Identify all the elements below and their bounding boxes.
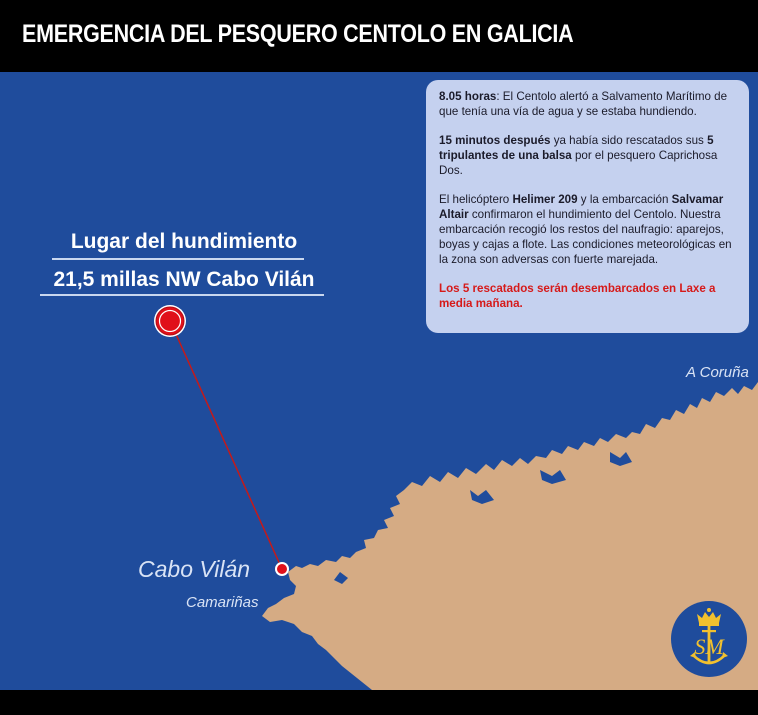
crown-anchor-icon [671, 601, 747, 677]
info-paragraph-2: 15 minutos después ya había sido rescatados sus 5 tripulantes de una balsa por el pesquero Caprichosa Dos. [439, 134, 718, 177]
title-underline [52, 258, 304, 260]
info-panel [426, 80, 749, 333]
page-title: EMERGENCIA DEL PESQUERO CENTOLO EN GALICIA [22, 20, 574, 48]
distance-underline [40, 294, 324, 296]
info-paragraph-3: El helicóptero Helimer 209 y la embarcación Salvamar Altair confirmaron el hundimiento del Centolo. Nuestra embarcación recogió los restos del naufragio: aparejos, boyas y cajas a flote. Las condiciones meteorológicas en la zona son adversas con fuerte marejada. [439, 193, 732, 266]
logo-monogram: SM [694, 634, 724, 659]
place-label-cabo-vilan: Cabo Vilán [138, 556, 251, 582]
cabo-vilan-marker-core [277, 564, 287, 574]
salvamento-maritimo-logo [671, 601, 747, 677]
sinking-site-title: Lugar del hundimiento [70, 230, 298, 253]
place-label-a-coruna: A Coruña [686, 364, 749, 381]
header-bar [0, 0, 758, 72]
sinking-site-marker-core [160, 311, 181, 332]
footer-bar [0, 690, 758, 715]
info-time: 8.05 horas [439, 90, 497, 103]
place-label-camarinas: Camariñas [186, 594, 259, 611]
info-paragraph-1: 8.05 horas: El Centolo alertó a Salvamento Marítimo de que tenía una vía de agua y se estaba hundiendo. [439, 90, 728, 118]
sinking-site-distance: 21,5 millas NW Cabo Vilán [53, 268, 315, 291]
info-paragraph-alert: Los 5 rescatados serán desembarcados en Laxe a media mañana. [439, 282, 716, 310]
